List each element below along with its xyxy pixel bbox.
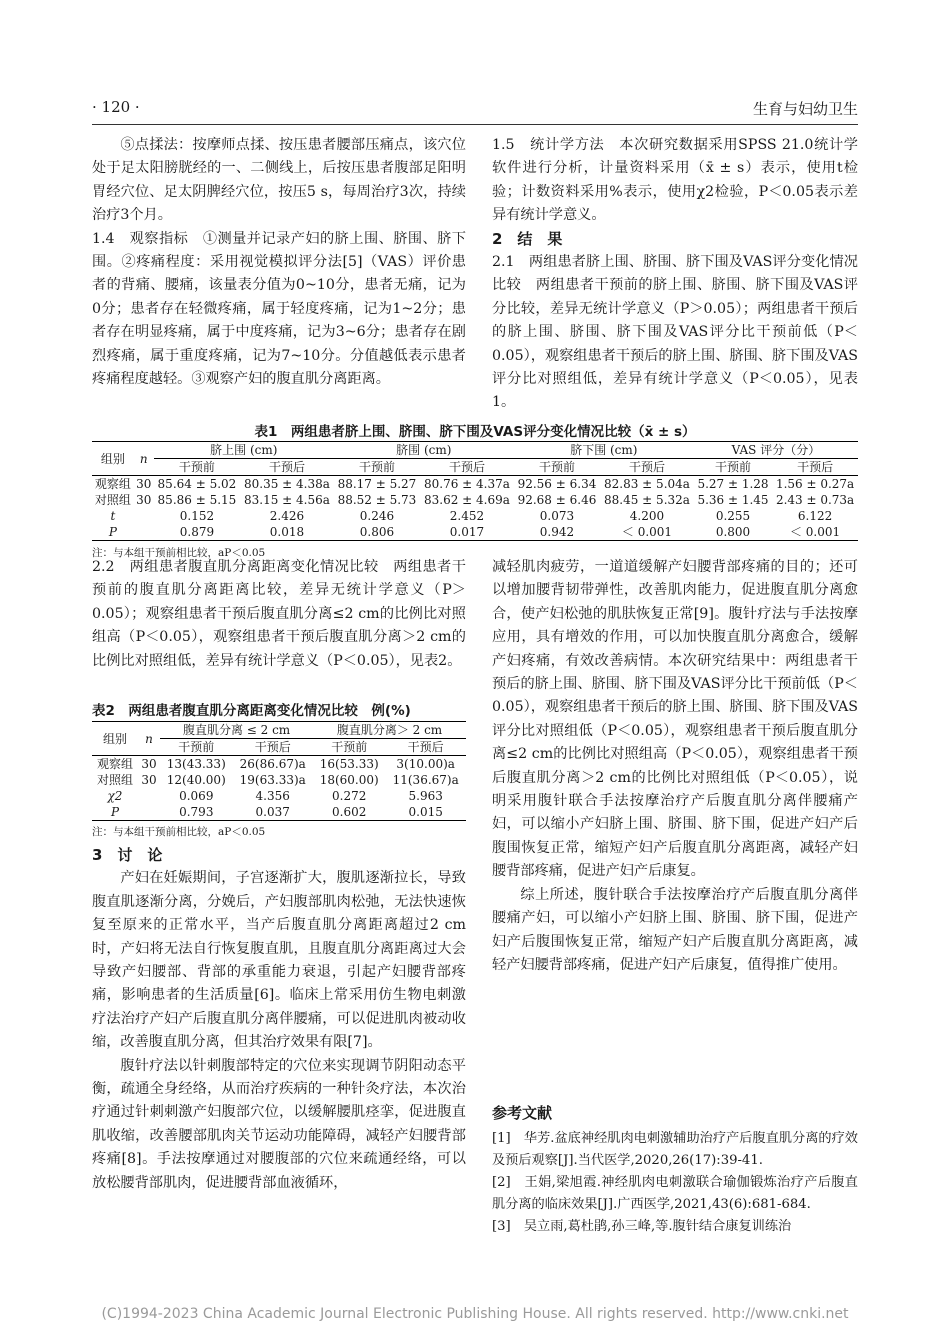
t2-cell: 观察组 bbox=[92, 756, 138, 773]
copyright-footer: (C)1994-2023 China Academic Journal Electronic Publishing House. All rights reserved. http://www.cnki.net bbox=[101, 1306, 849, 1322]
t1-row-p bbox=[92, 524, 858, 541]
t1-sub: 干预前 bbox=[358, 460, 395, 474]
t1-cell: 观察组 bbox=[92, 476, 134, 493]
t1-cell: 85.64 ± 5.02 bbox=[154, 476, 240, 493]
t1-cell: 85.86 ± 5.15 bbox=[157, 493, 237, 507]
header-rule bbox=[92, 124, 858, 125]
t1-cell: ＜ 0.001 bbox=[600, 524, 694, 541]
t1-cell: 2.43 ± 0.73a bbox=[775, 493, 855, 507]
t2-cell: 0.602 bbox=[313, 804, 385, 821]
method-paragraph-5: ⑤点揉法：按摩师点揉、按压患者腰部压痛点，该穴位处于足太阳膀胱经的一、二侧线上，后按压患者腹部足阳明胃经穴位、足太阴脾经穴位，按压5 s，每周治疗3次，持续治疗3个月。 bbox=[92, 137, 466, 224]
t1-cell: 0.073 bbox=[539, 509, 575, 523]
t2-cell: 0.015 bbox=[385, 804, 466, 821]
t2-cell: 30 bbox=[138, 756, 160, 773]
t2-h-col2: 腹直肌分离＞ 2 cm bbox=[313, 722, 466, 739]
t1-cell: 80.35 ± 4.38a bbox=[240, 476, 334, 493]
t2-cell: P bbox=[92, 804, 138, 821]
section-1-5: 1.5 统计学方法 本次研究数据采用SPSS 21.0统计学软件进行分析，计量资料采用（x̄ ± s）表示，使用t检验；计数资料采用%表示，使用χ2检验，P＜0.05表示差异有统计学意义。 bbox=[492, 137, 858, 224]
table2-note: 注：与本组干预前相比较，aP＜0.05 bbox=[92, 826, 266, 838]
t2-cell: 30 bbox=[141, 773, 157, 787]
t2-h-n: n bbox=[138, 722, 160, 756]
discussion-paragraph-1: 产妇在妊娠期间，子宫逐渐扩大，腹肌逐渐拉长，导致腹直肌逐渐分离，分娩后，产妇腹部肌肉松弛，无法快速恢复至原来的正常水平，当产后腹直肌分离距离超过2 cm时，产妇将无法自行恢复腹直肌，且腹直肌分离距离过大会导致产妇腰部、背部的承重能力衰退，引起产妇腰背部疼痛，影响患者的生活质量[6]。临床上常采用仿生物电刺激疗法治疗产妇产后腹直肌分离伴腰痛，可以促进肌肉被动收缩，改善腹直肌分离，但其治疗效果有限[7]。 bbox=[92, 870, 466, 1051]
references-heading: 参考文献 bbox=[492, 1104, 553, 1122]
t2-cell: 18(60.00) bbox=[319, 773, 379, 787]
t1-row-control bbox=[92, 492, 858, 508]
left-column-discussion bbox=[92, 844, 466, 1195]
section-2-1: 2.1 两组患者脐上围、脐围、脐下围及VAS评分变化情况比较 两组患者干预前的脐上围、脐围、脐下围及VAS评分比较，差异无统计学意义（P＞0.05）；两组患者干预后的脐上围、脐围、脐下围及VAS评分比干预前低（P＜0.05），观察组患者干预后的脐上围、脐围、脐下围及VAS评分比对照组低，差异有统计学意义（P＜0.05），见表1。 bbox=[492, 254, 858, 411]
t1-cell: 0.018 bbox=[240, 524, 334, 541]
reference-item: [1] 华芳.盆底神经肌肉电刺激辅助治疗产后腹直肌分离的疗效及预后观察[J].当代医学,2020,26(17):39-41. bbox=[492, 1131, 858, 1168]
right-column-mid bbox=[492, 556, 858, 977]
t1-cell bbox=[134, 508, 154, 524]
t1-cell: 0.017 bbox=[420, 524, 514, 541]
t2-cell bbox=[138, 804, 160, 821]
t2-h-col1: 腹直肌分离 ≤ 2 cm bbox=[160, 722, 313, 739]
t1-row-observe bbox=[92, 476, 858, 493]
discussion-heading: 3 讨 论 bbox=[92, 846, 163, 864]
t1-sub: 干预前 bbox=[178, 460, 215, 474]
t1-cell: 2.426 bbox=[269, 509, 305, 523]
t2-cell: 26(86.67)a bbox=[232, 756, 313, 773]
t2-cell bbox=[138, 788, 160, 804]
t2-cell: 13(43.33) bbox=[160, 756, 232, 773]
t1-row-t bbox=[92, 508, 858, 524]
t2-cell: 0.037 bbox=[232, 804, 313, 821]
table2 bbox=[92, 721, 466, 821]
t1-sub: 干预前 bbox=[714, 460, 751, 474]
t2-cell: χ2 bbox=[107, 789, 123, 803]
t1-cell: 80.76 ± 4.37a bbox=[420, 476, 514, 493]
t1-sub: 干预前 bbox=[538, 460, 575, 474]
table1-caption: 表1 两组患者脐上围、脐围、脐下围及VAS评分变化情况比较（x̄ ± s） bbox=[254, 424, 696, 440]
t1-cell: 0.800 bbox=[694, 524, 772, 541]
t1-h-n: n bbox=[134, 442, 154, 476]
t1-cell: 30 bbox=[136, 493, 152, 507]
t1-h-col3: 脐下围 (cm) bbox=[514, 442, 694, 459]
t1-cell: 83.15 ± 4.56a bbox=[243, 493, 330, 507]
t2-cell: 16(53.33) bbox=[313, 756, 385, 773]
reference-item: [3] 吴立雨,葛杜鹃,孙三峰,等.腹针结合康复训练治 bbox=[492, 1219, 792, 1234]
page-number: · 120 · bbox=[92, 98, 140, 116]
discussion-paragraph-3: 减轻肌肉疲劳，一道道缓解产妇腰背部疼痛的目的；还可以增加腰背韧带弹性，改善肌肉能力，促进腹直肌分离愈合，使产妇松弛的肌肤恢复正常[9]。腹针疗法与手法按摩应用，具有增效的作用，可以加快腹直肌分离愈合，缓解产妇疼痛，有效改善病情。本次研究结果中：两组患者干预后的脐上围、脐围、脐下围及VAS评分比干预前低（P＜0.05），观察组患者干预后的脐上围、脐围、脐下围及VAS评分比对照组低（P＜0.05），观察组患者干预后腹直肌分离≤2 cm的比例比对照组高（P＜0.05），观察组患者干预后腹直肌分离＞2 cm的比例比对照组低（P＜0.05），说明采用腹针联合手法按摩治疗产后腹直肌分离伴腰痛产妇，可以缩小产妇脐上围、脐围、脐下围，促进产妇产后腹围恢复正常，缩短产妇产后腹直肌分离距离，减轻产妇腰背部疼痛，促进产妇产后康复。 bbox=[492, 559, 858, 880]
t1-cell: 83.62 ± 4.69a bbox=[424, 493, 510, 507]
t1-cell: 0.255 bbox=[715, 509, 751, 523]
t1-sub: 干预后 bbox=[628, 460, 665, 474]
t2-cell: 0.793 bbox=[160, 804, 232, 821]
left-column-top bbox=[92, 134, 466, 391]
t2-row-p bbox=[92, 804, 466, 821]
t2-cell: 0.069 bbox=[179, 789, 214, 803]
t1-cell: 0.246 bbox=[359, 509, 395, 523]
t1-cell: 92.56 ± 6.34 bbox=[514, 476, 600, 493]
t1-cell: 0.152 bbox=[179, 509, 215, 523]
right-column-top bbox=[492, 134, 858, 415]
t1-cell: 88.45 ± 5.32a bbox=[604, 493, 690, 507]
t2-sub: 干预后 bbox=[407, 740, 444, 754]
journal-name: 生育与妇幼卫生 bbox=[752, 100, 858, 118]
t1-cell: ＜ 0.001 bbox=[772, 524, 858, 541]
t1-cell: 0.879 bbox=[154, 524, 240, 541]
t2-sub: 干预前 bbox=[331, 740, 368, 754]
t1-cell: t bbox=[110, 509, 116, 523]
t1-h-group: 组别 bbox=[92, 442, 134, 476]
t1-cell: 2.452 bbox=[449, 509, 485, 523]
left-column-mid bbox=[92, 556, 466, 673]
results-heading: 2 结 果 bbox=[492, 229, 563, 248]
t1-cell: 6.122 bbox=[797, 509, 833, 523]
t1-h-col2: 脐围 (cm) bbox=[334, 442, 514, 459]
t1-cell: 88.52 ± 5.73 bbox=[337, 493, 417, 507]
conclusion-paragraph: 综上所述，腹针联合手法按摩治疗产后腹直肌分离伴腰痛产妇，可以缩小产妇脐上围、脐围、脐下围，促进产妇产后腹围恢复正常，缩短产妇产后腹直肌分离距离，减轻产妇腰背部疼痛，促进产妇产后康复，值得推广使用。 bbox=[492, 886, 858, 973]
t1-cell: 82.83 ± 5.04a bbox=[600, 476, 694, 493]
t2-sub: 干预后 bbox=[254, 740, 291, 754]
t1-cell: P bbox=[92, 524, 134, 541]
t1-cell: 0.806 bbox=[334, 524, 420, 541]
section-1-4: 1.4 观察指标 ①测量并记录产妇的脐上围、脐围、脐下围。②疼痛程度：采用视觉模拟评分法[5]（VAS）评价患者的背痛、腰痛，该量表分值为0~10分，患者无痛，记为0分；患者存在轻微疼痛，属于轻度疼痛，记为1~2分；患者存在明显疼痛，属于中度疼痛，记为3~6分；患者存在剧烈疼痛，属于重度疼痛，记为7~10分。分值越低表示患者疼痛程度越轻。③观察产妇的腹直肌分离距离。 bbox=[92, 230, 466, 388]
t1-cell: 4.200 bbox=[629, 509, 665, 523]
section-2-2: 2.2 两组患者腹直肌分离距离变化情况比较 两组患者干预前的腹直肌分离距离比较，差异无统计学意义（P＞0.05）；观察组患者干预后腹直肌分离≤2 cm的比例比对照组高（P＜0.05），观察组患者干预后腹直肌分离＞2 cm的比例比对照组低，差异有统计学意义（P＜0.05），见表2。 bbox=[92, 559, 466, 669]
table1 bbox=[92, 441, 858, 541]
table1-note: 注：与本组干预前相比较，aP＜0.05 bbox=[92, 547, 266, 559]
t2-row-chi bbox=[92, 788, 466, 804]
t2-cell: 3(10.00)a bbox=[385, 756, 466, 773]
t1-cell: 30 bbox=[134, 476, 154, 493]
t1-h-col1: 脐上围 (cm) bbox=[154, 442, 334, 459]
t1-cell: 88.17 ± 5.27 bbox=[334, 476, 420, 493]
table2-caption: 表2 两组患者腹直肌分离距离变化情况比较 例(%) bbox=[92, 703, 411, 719]
t2-row-observe bbox=[92, 756, 466, 773]
t1-cell: 5.36 ± 1.45 bbox=[697, 493, 769, 507]
t2-h-group: 组别 bbox=[92, 722, 138, 756]
t2-cell: 5.963 bbox=[408, 789, 443, 803]
t1-cell: 5.27 ± 1.28 bbox=[694, 476, 772, 493]
t1-h-col4: VAS 评分（分） bbox=[694, 442, 858, 459]
t1-sub: 干预后 bbox=[268, 460, 305, 474]
t1-cell: 1.56 ± 0.27a bbox=[772, 476, 858, 493]
t2-cell: 19(63.33)a bbox=[239, 773, 306, 787]
t2-row-control bbox=[92, 772, 466, 788]
t1-cell: 对照组 bbox=[94, 493, 131, 507]
references bbox=[492, 1102, 858, 1238]
t2-cell: 11(36.67)a bbox=[392, 773, 459, 787]
t1-cell bbox=[134, 524, 154, 541]
t2-cell: 对照组 bbox=[96, 773, 133, 787]
discussion-paragraph-2: 腹针疗法以针刺腹部特定的穴位来实现调节阴阳动态平衡，疏通全身经络，从而治疗疾病的一种针灸疗法，本次治疗通过针刺刺激产妇腹部穴位，以缓解腰肌痉挛，促进腹直肌收缩，改善腰部肌肉关节运动功能障碍，减轻产妇腰背部疼痛[8]。手法按摩通过对腰腹部的穴位来疏通经络，可以放松腰背部肌肉，促进腰背部血液循环， bbox=[92, 1057, 466, 1191]
t1-cell: 92.68 ± 6.46 bbox=[517, 493, 597, 507]
t2-cell: 4.356 bbox=[255, 789, 290, 803]
t1-cell: 0.942 bbox=[514, 524, 600, 541]
t2-cell: 12(40.00) bbox=[166, 773, 226, 787]
t1-sub: 干预后 bbox=[797, 460, 834, 474]
t2-cell: 0.272 bbox=[332, 789, 367, 803]
t2-sub: 干预前 bbox=[178, 740, 215, 754]
t1-sub: 干预后 bbox=[448, 460, 485, 474]
reference-item: [2] 王娟,梁旭霞.神经肌肉电刺激联合瑜伽锻炼治疗产后腹直肌分离的临床效果[J].广西医学,2021,43(6):681-684. bbox=[492, 1175, 858, 1212]
